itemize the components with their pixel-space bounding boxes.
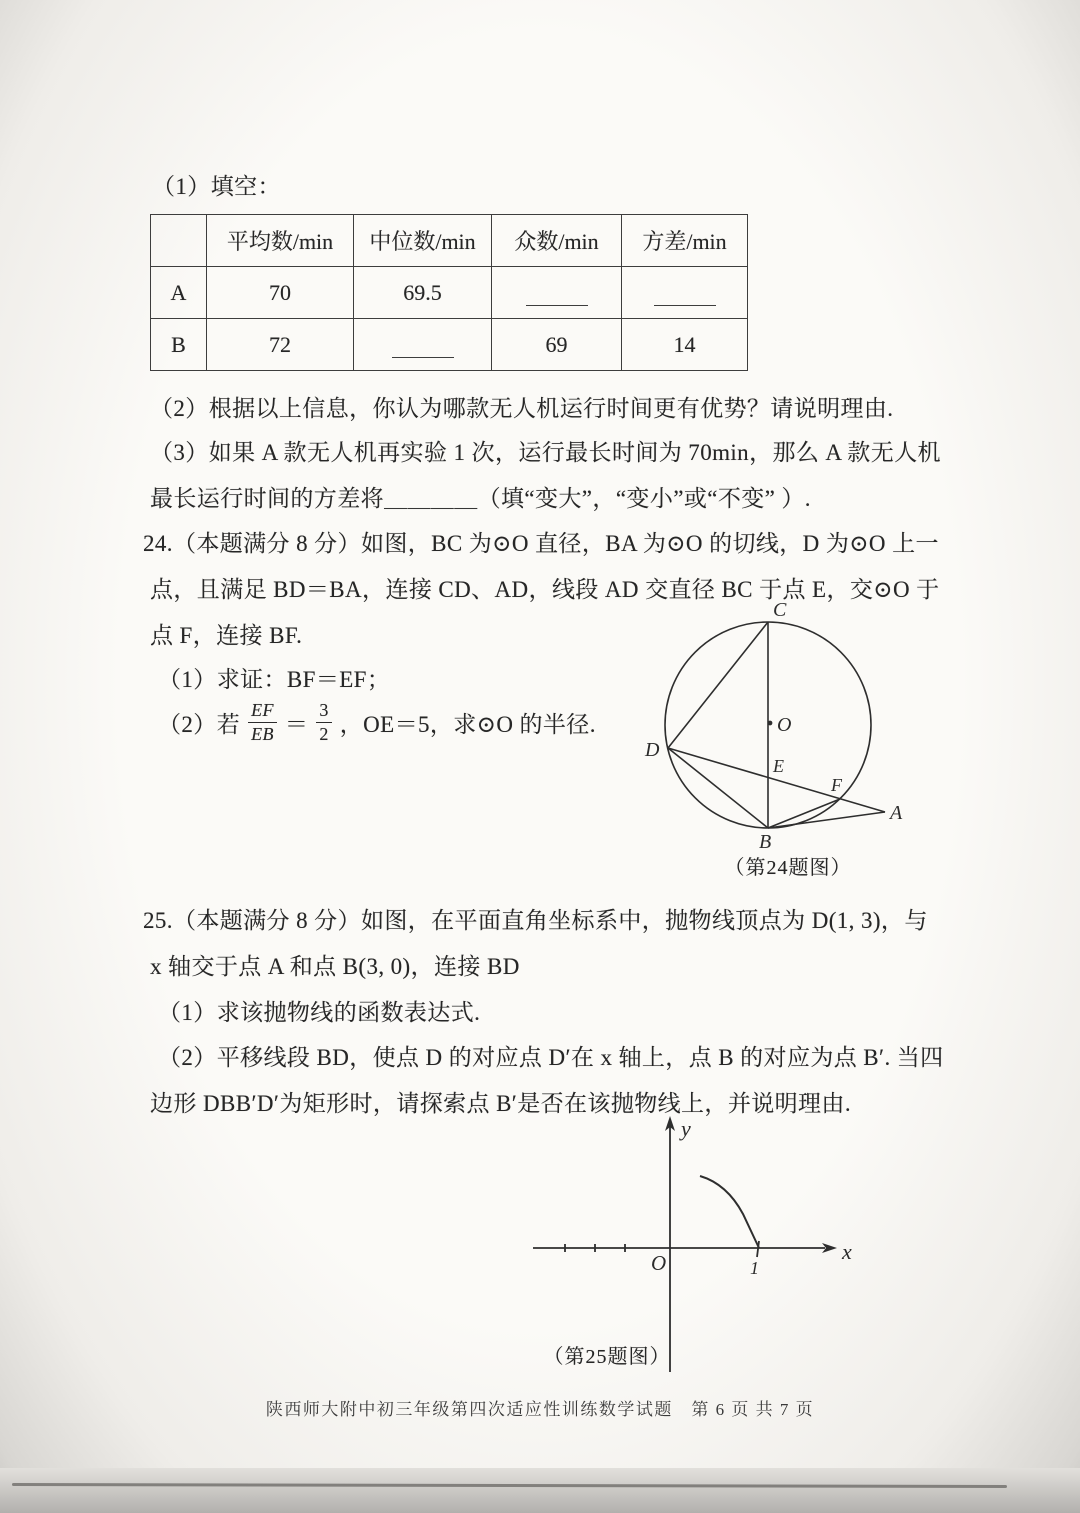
row-a-mean: 70 bbox=[207, 267, 354, 319]
q25-part-2-line-1: （2）平移线段 BD，使点 D 的对应点 D′在 x 轴上，点 B 的对应为点 B′. 当四 bbox=[158, 1045, 944, 1070]
segment-cd bbox=[668, 622, 768, 748]
q24-line-2: 点，且满足 BD＝BA，连接 CD、AD，线段 AD 交直径 BC 于点 E，交⊙O 于 bbox=[150, 577, 940, 602]
point-label-f: F bbox=[831, 775, 842, 795]
blank-line bbox=[392, 334, 454, 358]
header-empty bbox=[151, 215, 207, 267]
scan-bottom-shading bbox=[0, 1468, 1080, 1513]
point-label-a: A bbox=[890, 802, 903, 824]
header-median: 中位数/min bbox=[354, 215, 492, 267]
q24-line-1: 24.（本题满分 8 分）如图，BC 为⊙O 直径，BA 为⊙O 的切线，D 为⊙O 上一 bbox=[143, 531, 939, 556]
q25-line-2: x 轴交于点 A 和点 B(3, 0)，连接 BD bbox=[150, 954, 520, 979]
q24-part-2 bbox=[158, 694, 596, 750]
point-label-c: C bbox=[773, 600, 787, 621]
row-a-median: 69.5 bbox=[354, 267, 492, 319]
axes bbox=[533, 1126, 825, 1372]
q25-line-1: 25.（本题满分 8 分）如图，在平面直角坐标系中，抛物线顶点为 D(1, 3)，与 bbox=[143, 908, 928, 933]
stats-header-row bbox=[151, 215, 748, 267]
parabola-arc bbox=[700, 1176, 759, 1248]
q24-figure bbox=[635, 600, 925, 855]
q25-figure-caption: （第25题图） bbox=[543, 1346, 671, 1368]
segment-db bbox=[668, 748, 768, 828]
blank-line bbox=[654, 282, 716, 306]
tangent-ba bbox=[768, 812, 885, 828]
point-label-d: D bbox=[645, 739, 660, 761]
row-b-mean: 72 bbox=[207, 319, 354, 371]
row-a-variance bbox=[622, 267, 748, 319]
fraction-denominator: 2 bbox=[316, 722, 331, 745]
q24-figure-caption: （第24题图） bbox=[724, 857, 852, 879]
x-tick-label: 1 bbox=[750, 1258, 759, 1278]
point-label-e: E bbox=[773, 756, 784, 776]
q25-part-1: （1）求该抛物线的函数表达式. bbox=[158, 1000, 481, 1025]
fraction-numerator: 3 bbox=[319, 699, 329, 720]
q24-part2-suffix: ，OE＝5，求⊙O 的半径. bbox=[339, 711, 596, 737]
fraction-3-2 bbox=[316, 700, 331, 744]
stats-table bbox=[150, 214, 748, 371]
header-mean: 平均数/min bbox=[207, 215, 354, 267]
circle-diagram-lines bbox=[665, 622, 885, 828]
fraction-ef-eb bbox=[248, 700, 277, 744]
blank-line bbox=[526, 282, 588, 306]
q25-part-2-line-2: 边形 DBB′D′为矩形时，请探索点 B′是否在该抛物线上，并说明理由. bbox=[150, 1091, 851, 1116]
stats-row-a bbox=[151, 267, 748, 319]
point-label-o: O bbox=[777, 714, 792, 736]
center-dot bbox=[768, 721, 773, 726]
row-b-variance: 14 bbox=[622, 319, 748, 371]
q24-line-3: 点 F，连接 BF. bbox=[150, 623, 303, 648]
q24-part-1: （1）求证：BF＝EF； bbox=[158, 667, 391, 692]
row-b-mode: 69 bbox=[492, 319, 622, 371]
row-b-median bbox=[354, 319, 492, 371]
point-label-b: B bbox=[759, 831, 772, 853]
y-axis-label: y bbox=[681, 1116, 691, 1141]
row-b-label: B bbox=[151, 319, 207, 371]
x-axis-label: x bbox=[842, 1239, 852, 1264]
header-variance: 方差/min bbox=[622, 215, 748, 267]
fill-blank-label: （1）填空： bbox=[152, 174, 281, 199]
q24-part2-equals: ＝ bbox=[284, 711, 309, 737]
q24-part2-prefix: （2）若 bbox=[158, 711, 241, 737]
question-3-line-1: （3）如果 A 款无人机再实验 1 次，运行最长时间为 70min，那么 A 款无人机 bbox=[150, 440, 941, 465]
page-footer: 陕西师大附中初三年级第四次适应性训练数学试题 第 6 页 共 7 页 bbox=[265, 1400, 815, 1419]
row-a-mode bbox=[492, 267, 622, 319]
stats-row-b bbox=[151, 319, 748, 371]
origin-label: O bbox=[651, 1251, 667, 1275]
header-mode: 众数/min bbox=[492, 215, 622, 267]
row-a-label: A bbox=[151, 267, 207, 319]
fraction-denominator: EB bbox=[248, 722, 277, 745]
question-3-line-2: 最长运行时间的方差将＿＿＿＿（填“变大”，“变小”或“不变” ）. bbox=[150, 486, 811, 511]
question-2-text: （2）根据以上信息，你认为哪款无人机运行时间更有优势？请说明理由. bbox=[150, 396, 894, 421]
fraction-numerator: EF bbox=[251, 699, 274, 720]
